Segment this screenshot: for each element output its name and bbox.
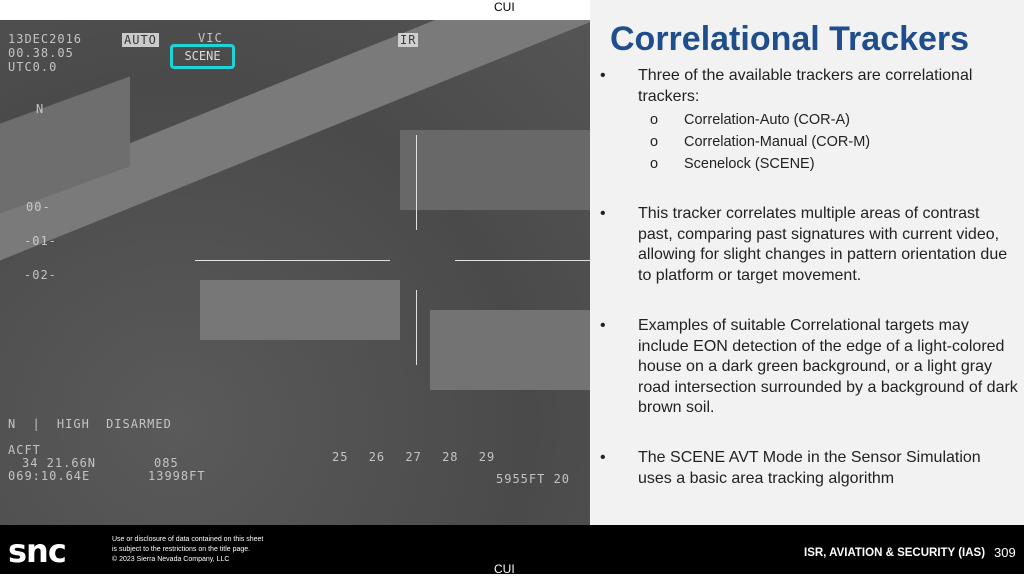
- hud-date: 13DEC2016: [8, 32, 83, 46]
- page-number: 309: [994, 545, 1016, 560]
- hud-lat: 34 21.66N: [22, 456, 97, 470]
- hud-ticks: [332, 450, 495, 464]
- crosshair-left: [195, 260, 390, 261]
- tick-label: 28: [442, 450, 459, 464]
- sub-item: Scenelock (SCENE): [684, 156, 815, 172]
- snc-logo: snc: [8, 532, 66, 570]
- sub-item: Correlation-Auto (COR-A): [684, 112, 850, 128]
- hud-acft: ACFT: [8, 443, 41, 457]
- hud-sensor: IR: [400, 33, 417, 47]
- hud-altitude: 13998FT: [148, 469, 206, 483]
- division-label: ISR, AVIATION & SECURITY (IAS): [804, 547, 986, 559]
- hud-time: 00.38.05: [8, 46, 74, 60]
- hud-scale-0: 00-: [26, 200, 51, 214]
- building: [430, 310, 590, 390]
- hud-heading: 085: [154, 456, 179, 470]
- crosshair-top: [416, 135, 417, 230]
- classification-top: CUI: [494, 0, 515, 14]
- hud-utc: UTC0.0: [8, 60, 58, 74]
- bullet-3: • Examples of suitable Correlational targets may include EON detection of the edge of a light-colored house on a dark green background, or a light gray road intersection surrounded by a background of dark brown soil.: [600, 317, 1018, 416]
- footer: [0, 525, 1024, 574]
- hud-status-high: HIGH: [56, 417, 90, 431]
- tick-label: 25: [332, 450, 349, 464]
- hud-range: 5955FT 20: [496, 472, 571, 486]
- hud-vic: VIC: [198, 31, 223, 45]
- sub-item: Correlation-Manual (COR-M): [684, 134, 871, 150]
- bullet-4: • The SCENE AVT Mode in the Sensor Simulation uses a basic area tracking algorithm: [600, 449, 981, 487]
- disclaimer: Use or disclosure of data contained on this sheet is subject to the restrictions on the title page. © 2023 Sierra Nevada Company, LLC: [112, 536, 264, 563]
- slide-text-panel: [590, 0, 1024, 525]
- hud-scale-2: -02-: [24, 268, 57, 282]
- hud-mode: AUTO: [124, 33, 157, 47]
- hud-track-mode-highlight: SCENE: [170, 44, 235, 69]
- bullet-1: • Three of the available trackers are correlational trackers: o Correlation-Auto (COR-A) o Correlation-Manual (COR-M) o Scenelock (SCENE): [600, 67, 973, 172]
- crosshair-right: [455, 260, 590, 261]
- hud-north: N: [36, 102, 45, 116]
- building: [400, 130, 590, 210]
- hud-lon: 069:10.64E: [8, 469, 91, 483]
- building: [200, 280, 400, 340]
- crosshair-bottom: [416, 290, 417, 365]
- tick-label: 27: [405, 450, 422, 464]
- hud-status-n: N: [8, 417, 17, 431]
- sensor-video-frame: 13DEC2016 00.38.05 UTC0.0 AUTO VIC SCENE IR N 00- -01- -02- N | HIGH DISARMED ACFT 34 21.66N 069:10.64E 085 13998FT 25 26 27 28 29 5955FT 20: [0, 20, 590, 525]
- hud-status-arm: DISARMED: [106, 417, 172, 431]
- classification-bottom: CUI: [494, 562, 515, 576]
- bullet-2: • This tracker correlates multiple areas of contrast past, comparing past signatures with current video, allowing for slight changes in pattern orientation due to platform or target movement.: [600, 205, 1008, 284]
- slide-title: Correlational Trackers: [610, 20, 970, 58]
- hud-scale-1: -01-: [24, 234, 57, 248]
- tick-label: 29: [478, 450, 496, 464]
- tick-label: 26: [368, 450, 386, 464]
